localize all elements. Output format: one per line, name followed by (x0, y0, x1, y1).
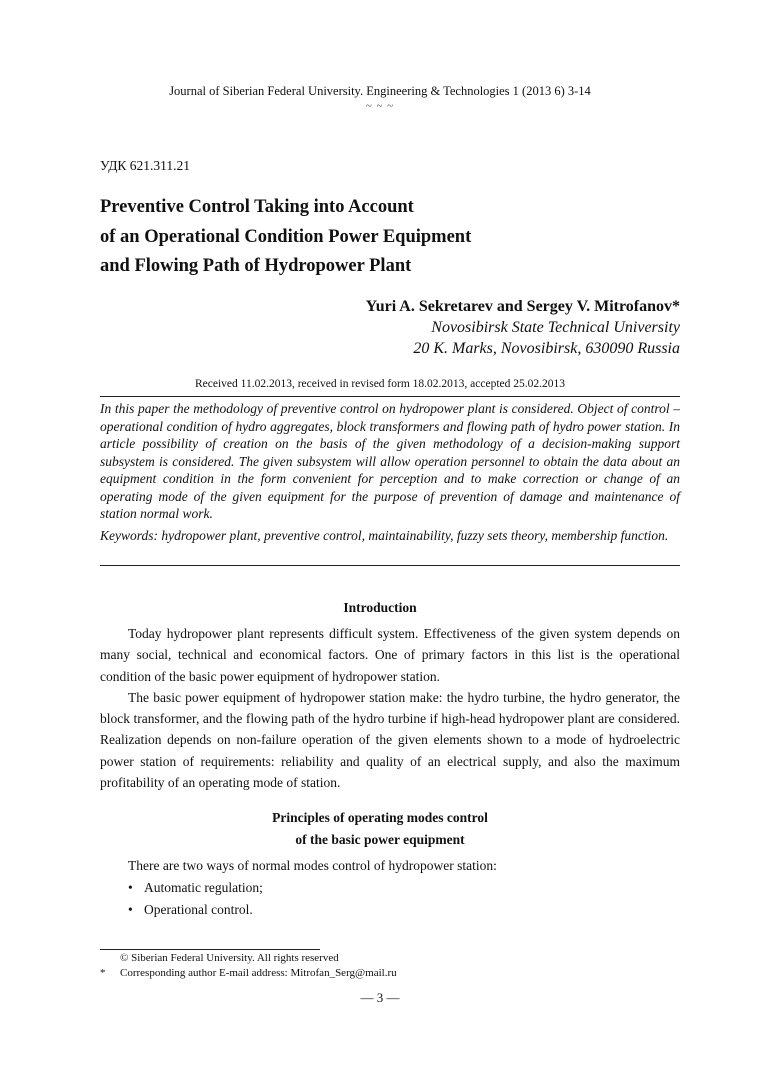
corresponding-author-text: Corresponding author E-mail address: Mitrofan_Serg@mail.ru (120, 967, 397, 979)
control-ways-list (100, 877, 680, 920)
paragraph: There are two ways of normal modes control of hydropower station: (128, 858, 497, 873)
copyright-text: © Siberian Federal University. All rights reserved (120, 952, 339, 964)
title-line: Preventive Control Taking into Account (100, 197, 414, 217)
list-item-text: Automatic regulation; (144, 880, 263, 895)
abstract-bottom-rule (100, 565, 680, 566)
footnote-rule (100, 949, 320, 950)
heading-line: of the basic power equipment (295, 832, 465, 847)
section-heading-introduction: Introduction (343, 600, 417, 615)
paragraph: Today hydropower plant represents difficult system. Effectiveness of the given system depends on many social, technical and economical factors. One of primary factors in this list is the operational condition of the basic power equipment of hydropower station. (100, 626, 680, 684)
paragraph: The basic power equipment of hydropower station make: the hydro turbine, the hydro generator, the block transformer, and the flowing path of the hydro turbine if high-head hydropower plant are considered. Realization depends on non-failure operation of the given elements shown to a mode of hydroelectric power station of requirements: reliability and quality of an electrical supply, and also the maximum profitability of an operating mode of station. (100, 689, 680, 791)
keywords-text: Keywords: hydropower plant, preventive control, maintainability, fuzzy sets theory, membership function. (100, 528, 669, 543)
author-address: 20 K. Marks, Novosibirsk, 630090 Russia (413, 340, 680, 357)
author-block (366, 296, 680, 359)
abstract-top-rule (100, 396, 680, 397)
list-item (100, 899, 680, 921)
title-line: of an Operational Condition Power Equipment (100, 226, 472, 247)
abstract-text: In this paper the methodology of preventive control on hydropower plant is considered. Object of control – operational condition of hydro aggregates, block transformers and flowing path of hydro power station. In article possibility of creation on the basis of the given methodology of a decision-making support subsystem is considered. The given subsystem will allow operation personnel to obtain the data about an equipment condition in the form convenient for perception and to make correction or change of an operating mode of the given equipment for the purpose of prevention of damage and maintenance of station normal work. (100, 401, 680, 521)
principles-body (100, 855, 680, 876)
copyright-footnote (100, 951, 680, 966)
list-item (100, 877, 680, 899)
footnote-asterisk: * (100, 967, 106, 979)
journal-running-head: Journal of Siberian Federal University. Engineering & Technologies 1 (2013 6) 3-14 (169, 84, 591, 98)
received-dates: Received 11.02.2013, received in revised form 18.02.2013, accepted 25.02.2013 (194, 378, 566, 390)
bullet-icon: • (128, 901, 133, 917)
author-names: Yuri A. Sekretarev and Sergey V. Mitrofanov* (365, 298, 680, 315)
introduction-body (100, 623, 680, 793)
bullet-icon: • (128, 880, 133, 895)
section-heading-principles (0, 807, 760, 851)
author-affiliation: Novosibirsk State Technical University (431, 319, 680, 336)
header-ornament: ~ ~ ~ (365, 100, 395, 112)
footnotes (100, 951, 680, 981)
page-number: — 3 — (360, 990, 400, 1005)
list-item-text: Operational control. (144, 901, 253, 917)
title-line: and Flowing Path of Hydropower Plant (100, 256, 412, 276)
article-title (100, 193, 660, 282)
heading-line: Principles of operating modes control (272, 810, 488, 825)
udk-code: УДК 621.311.21 (100, 158, 191, 173)
corresponding-author-footnote (100, 966, 680, 981)
